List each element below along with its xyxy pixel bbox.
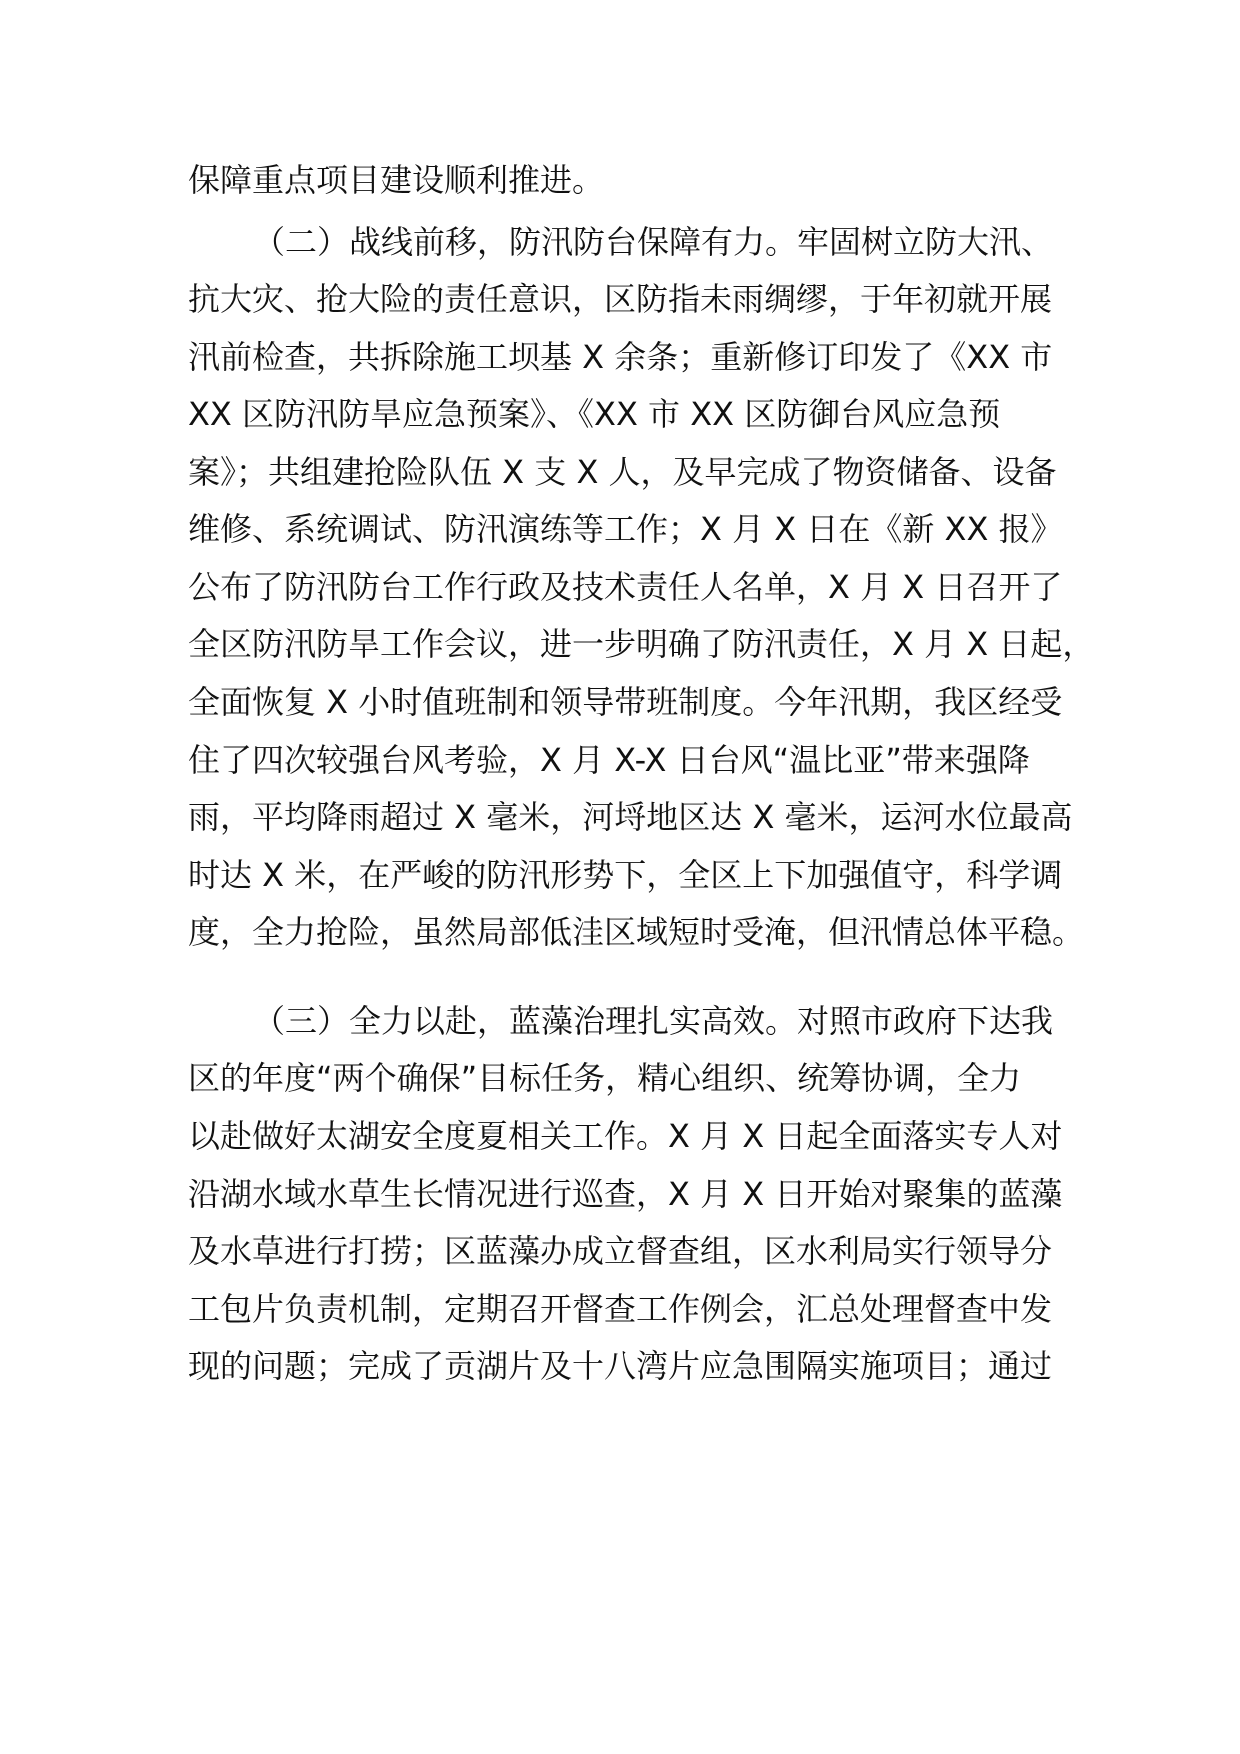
- text-line: 雨，平均降雨超过 X 毫米，河埒地区达 X 毫米，运河水位最高: [188, 798, 1073, 836]
- text-line: 保障重点项目建设顺利推进。: [188, 161, 605, 199]
- text-line: XX 区防汛防旱应急预案》、《XX 市 XX 区防御台风应急预: [188, 395, 1001, 433]
- text-line: 维修、系统调试、防汛演练等工作；X 月 X 日在《新 XX 报》: [188, 510, 1063, 548]
- section-heading-line: （三）全力以赴，蓝藻治理扎实高效。对照市政府下达我: [253, 1002, 1054, 1040]
- section-heading-line: （二）战线前移，防汛防台保障有力。牢固树立防大汛、: [253, 223, 1054, 261]
- text-line: 现的问题；完成了贡湖片及十八湾片应急围隔实施项目；通过: [188, 1347, 1053, 1385]
- text-line: 抗大灾、抢大险的责任意识，区防指未雨绸缪，于年初就开展: [188, 280, 1053, 318]
- text-line: 工包片负责机制，定期召开督查工作例会，汇总处理督查中发: [188, 1290, 1053, 1328]
- text-line: 公布了防汛防台工作行政及技术责任人名单，X 月 X 日召开了: [188, 568, 1063, 606]
- text-line: 全区防汛防旱工作会议，进一步明确了防汛责任，X 月 X 日起，: [188, 625, 1095, 663]
- text-line: 案》；共组建抢险队伍 X 支 X 人，及早完成了物资储备、设备: [188, 453, 1057, 491]
- text-line: 以赴做好太湖安全度夏相关工作。X 月 X 日起全面落实专人对: [188, 1117, 1063, 1155]
- text-line: 及水草进行打捞；区蓝藻办成立督查组，区水利局实行领导分: [188, 1232, 1053, 1270]
- text-line: 汛前检查，共拆除施工坝基 X 余条；重新修订印发了《XX 市: [188, 338, 1053, 376]
- text-line: 时达 X 米，在严峻的防汛形势下，全区上下加强值守，科学调: [188, 856, 1063, 894]
- text-line: 区的年度“两个确保”目标任务，精心组织、统筹协调，全力: [188, 1059, 1022, 1097]
- text-line: 全面恢复 X 小时值班制和领导带班制度。今年汛期，我区经受: [188, 683, 1063, 721]
- text-line: 住了四次较强台风考验，X 月 X-X 日台风“温比亚”带来强降: [188, 741, 1030, 779]
- text-line: 度，全力抢险，虽然局部低洼区域短时受淹，但汛情总体平稳。: [188, 913, 1085, 951]
- text-line: 沿湖水域水草生长情况进行巡查，X 月 X 日开始对聚集的蓝藻: [188, 1175, 1063, 1213]
